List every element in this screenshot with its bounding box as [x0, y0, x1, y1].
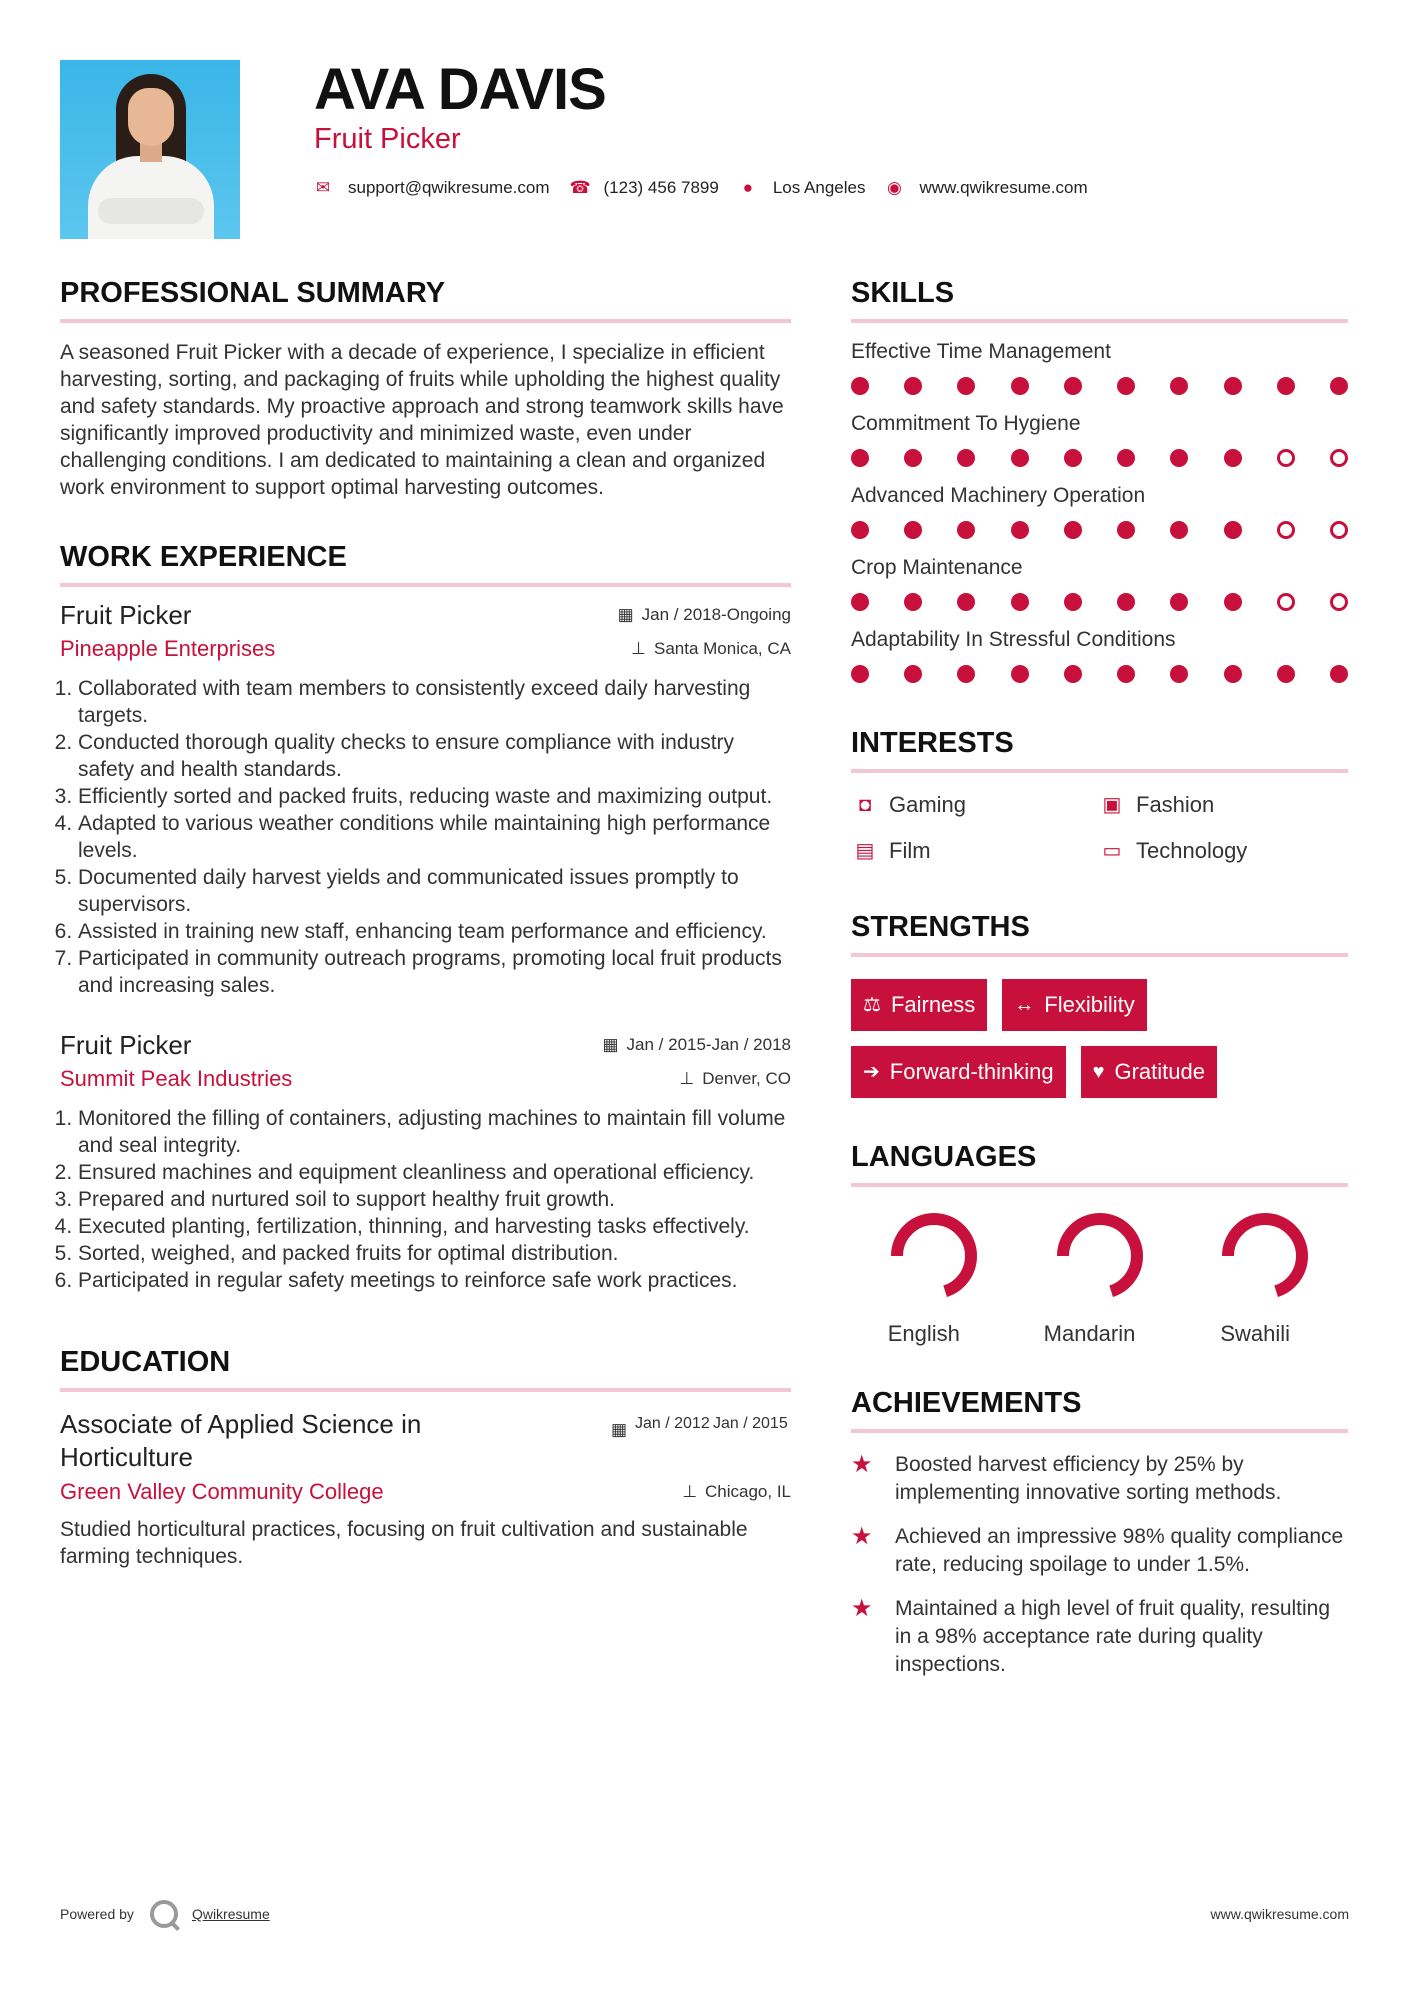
- calendar-icon: ▦: [602, 1035, 619, 1054]
- rating-dot-filled: [851, 521, 869, 539]
- rating-dot-filled: [1064, 665, 1082, 683]
- language-item: [1182, 1211, 1348, 1347]
- rating-dot-filled: [1170, 521, 1188, 539]
- film-icon: ▤: [855, 840, 875, 862]
- rating-dot-empty: [1330, 449, 1348, 467]
- languages-list: [851, 1211, 1348, 1347]
- rating-dot-filled: [851, 377, 869, 395]
- skill-item: [851, 627, 1348, 683]
- rating-dot-filled: [904, 521, 922, 539]
- skill-rating: [851, 521, 1348, 539]
- skills-heading: SKILLS: [851, 275, 1348, 323]
- rating-dot-filled: [1277, 377, 1295, 395]
- strength-tag: ➔ Forward-thinking: [851, 1046, 1066, 1098]
- interest-item: ▣ Fashion: [1098, 791, 1348, 819]
- skill-name: Crop Maintenance: [851, 556, 1023, 579]
- contact-email[interactable]: ✉ support@qwikresume.com: [315, 178, 550, 197]
- candidate-name: AVA DAVIS: [314, 57, 606, 122]
- star-icon: ★: [851, 1451, 873, 1478]
- contact-website[interactable]: ◉ www.qwikresume.com: [887, 178, 1088, 197]
- rating-dot-filled: [1224, 449, 1242, 467]
- footer-website[interactable]: www.qwikresume.com: [1210, 1906, 1349, 1922]
- footer-branding: [60, 1900, 270, 1928]
- rating-dot-filled: [957, 449, 975, 467]
- qwikresume-logo-icon: [150, 1900, 178, 1928]
- rating-dot-filled: [1170, 377, 1188, 395]
- language-item: [851, 1211, 1017, 1347]
- rating-dot-filled: [1330, 665, 1348, 683]
- contact-bar: [314, 178, 1108, 198]
- list-item: 3. Efficiently sorted and packed fruits, reducing waste and maximizing output.: [78, 783, 791, 810]
- achievement-item: ★ Maintained a high level of fruit quality, resulting in a 98% acceptance rate during quality inspections.: [851, 1595, 1348, 1679]
- school-name: Green Valley Community College: [60, 1479, 384, 1504]
- skill-rating: [851, 665, 1348, 683]
- education-heading: EDUCATION: [60, 1344, 791, 1392]
- skill-rating: [851, 449, 1348, 467]
- strengths-list: [851, 979, 1348, 1113]
- job-location: ⊥ Santa Monica, CA: [631, 639, 791, 658]
- skill-item: [851, 555, 1348, 611]
- heart-icon: ♥: [1092, 1061, 1105, 1083]
- strength-tag: ⚖ Fairness: [851, 979, 987, 1031]
- list-item: 7. Participated in community outreach programs, promoting local fruit products and increasing sales.: [78, 945, 791, 999]
- summary-text: A seasoned Fruit Picker with a decade of experience, I specialize in efficient harvesting, sorting, and packaging of fruits while upholding the highest quality and safety standards. My proactive approach and strong teamwork skills have significantly improved productivity and minimized waste, even under challenging conditions. I am dedicated to maintaining a clean and organized work environment to support optimal harvesting outcomes.: [60, 341, 784, 499]
- job-dates: ▦ Jan / 2018-Ongoing: [617, 605, 791, 624]
- skill-rating: [851, 377, 1348, 395]
- education-location: ⊥ Chicago, IL: [682, 1482, 791, 1501]
- company-name: Summit Peak Industries: [60, 1066, 293, 1091]
- rating-dot-filled: [957, 521, 975, 539]
- rating-dot-filled: [1011, 521, 1029, 539]
- rating-dot-filled: [904, 377, 922, 395]
- summary-heading: PROFESSIONAL SUMMARY: [60, 275, 791, 323]
- candidate-role: Fruit Picker: [314, 123, 461, 155]
- rating-dot-filled: [1117, 521, 1135, 539]
- rating-dot-filled: [1224, 521, 1242, 539]
- strengths-heading: STRENGTHS: [851, 909, 1348, 957]
- skill-rating: [851, 593, 1348, 611]
- rating-dot-filled: [957, 377, 975, 395]
- right-column: [851, 275, 1348, 1679]
- job-title: Fruit Picker: [60, 600, 192, 630]
- list-item: 6. Participated in regular safety meetings to reinforce safe work practices.: [78, 1267, 791, 1294]
- calendar-icon: ▦: [617, 605, 634, 624]
- contact-location: ● Los Angeles: [739, 178, 866, 198]
- interest-item: ◘ Gaming: [851, 791, 1098, 819]
- education-description: Studied horticultural practices, focusing on fruit cultivation and sustainable farming techniques.: [60, 1518, 748, 1568]
- skill-name: Advanced Machinery Operation: [851, 484, 1146, 507]
- rating-dot-filled: [1117, 665, 1135, 683]
- rating-dot-filled: [1170, 665, 1188, 683]
- rating-dot-filled: [851, 593, 869, 611]
- list-item: 2. Ensured machines and equipment cleanliness and operational efficiency.: [78, 1159, 791, 1186]
- interest-item: ▤ Film: [851, 837, 1098, 865]
- achievement-item: ★ Achieved an impressive 98% quality compliance rate, reducing spoilage to under 1.5%.: [851, 1523, 1348, 1579]
- rating-dot-filled: [1117, 449, 1135, 467]
- rating-dot-filled: [1224, 593, 1242, 611]
- list-item: 2. Conducted thorough quality checks to ensure compliance with industry safety and health standards.: [78, 729, 791, 783]
- skill-name: Effective Time Management: [851, 340, 1111, 363]
- achievements-heading: ACHIEVEMENTS: [851, 1385, 1348, 1433]
- list-item: 5. Sorted, weighed, and packed fruits for optimal distribution.: [78, 1240, 791, 1267]
- company-name: Pineapple Enterprises: [60, 636, 276, 661]
- language-name: Swahili: [1220, 1321, 1291, 1346]
- job-entry: [60, 1029, 791, 1294]
- job-duties: [60, 675, 791, 999]
- skill-item: [851, 483, 1348, 539]
- job-dates: ▦ Jan / 2015-Jan / 2018: [602, 1035, 791, 1054]
- interest-item: ▭ Technology: [1098, 837, 1348, 865]
- list-item: 6. Assisted in training new staff, enhancing team performance and efficiency.: [78, 918, 791, 945]
- rating-dot-filled: [1011, 665, 1029, 683]
- skill-item: [851, 411, 1348, 467]
- strength-tag: ↔ Flexibility: [1002, 979, 1146, 1031]
- arrows-horizontal-icon: ↔: [1014, 994, 1035, 1016]
- language-item: [1017, 1211, 1183, 1347]
- envelope-icon: ✉: [315, 178, 331, 197]
- rating-dot-filled: [1064, 521, 1082, 539]
- rating-dot-filled: [1064, 449, 1082, 467]
- list-item: 5. Documented daily harvest yields and communicated issues promptly to supervisors.: [78, 864, 791, 918]
- calendar-icon: ▦: [610, 1420, 627, 1439]
- phone-icon: ☎: [569, 178, 591, 197]
- map-marker-icon: ●: [742, 178, 753, 197]
- rating-dot-filled: [1011, 449, 1029, 467]
- rating-dot-filled: [1064, 377, 1082, 395]
- rating-dot-empty: [1277, 593, 1295, 611]
- rating-dot-filled: [957, 665, 975, 683]
- rating-dot-filled: [957, 593, 975, 611]
- interests-list: [851, 791, 1348, 865]
- rating-dot-empty: [1277, 449, 1295, 467]
- shopping-bag-icon: ▣: [1102, 794, 1122, 816]
- education-start: Jan / 2012: [635, 1415, 710, 1432]
- skills-list: [851, 339, 1348, 683]
- list-item: 3. Prepared and nurtured soil to support healthy fruit growth.: [78, 1186, 791, 1213]
- list-item: 1. Monitored the filling of containers, adjusting machines to maintain fill volume and seal integrity.: [78, 1105, 791, 1159]
- laptop-icon: ▭: [1102, 840, 1122, 862]
- rating-dot-filled: [1117, 377, 1135, 395]
- education-dates: [611, 1414, 791, 1439]
- rating-dot-empty: [1277, 521, 1295, 539]
- rating-dot-filled: [1064, 593, 1082, 611]
- rating-dot-filled: [1224, 377, 1242, 395]
- rating-dot-empty: [1330, 593, 1348, 611]
- list-item: 1. Collaborated with team members to consistently exceed daily harvesting targets.: [78, 675, 791, 729]
- language-level-ring: [1055, 1211, 1145, 1301]
- pushpin-icon: ⊥: [631, 639, 646, 658]
- languages-heading: LANGUAGES: [851, 1139, 1348, 1187]
- rating-dot-filled: [1170, 593, 1188, 611]
- pushpin-icon: ⊥: [682, 1482, 697, 1501]
- rating-dot-filled: [1170, 449, 1188, 467]
- rating-dot-filled: [1277, 665, 1295, 683]
- job-entry: [60, 599, 791, 999]
- contact-phone[interactable]: ☎ (123) 456 7899: [569, 178, 719, 197]
- achievement-item: ★ Boosted harvest efficiency by 25% by implementing innovative sorting methods.: [851, 1451, 1348, 1507]
- job-location: ⊥ Denver, CO: [679, 1069, 791, 1088]
- degree-title: Associate of Applied Science in Horticulture: [60, 1409, 422, 1472]
- rating-dot-filled: [1224, 665, 1242, 683]
- job-title: Fruit Picker: [60, 1030, 192, 1060]
- gamepad-icon: ◘: [858, 794, 872, 816]
- rating-dot-filled: [1011, 377, 1029, 395]
- rating-dot-filled: [1330, 377, 1348, 395]
- language-name: English: [887, 1321, 960, 1346]
- job-duties: [60, 1105, 791, 1294]
- education-end: Jan / 2015: [713, 1415, 788, 1432]
- rating-dot-filled: [904, 665, 922, 683]
- rating-dot-filled: [1011, 593, 1029, 611]
- list-item: 4. Adapted to various weather conditions while maintaining high performance levels.: [78, 810, 791, 864]
- rating-dot-empty: [1330, 521, 1348, 539]
- left-column: [60, 275, 791, 1570]
- skill-item: [851, 339, 1348, 395]
- balance-scale-icon: ⚖: [863, 994, 881, 1016]
- profile-photo: [60, 60, 240, 239]
- rating-dot-filled: [851, 449, 869, 467]
- powered-by-label: Powered by: [60, 1906, 134, 1922]
- language-level-ring: [889, 1211, 979, 1301]
- list-item: 4. Executed planting, fertilization, thinning, and harvesting tasks effectively.: [78, 1213, 791, 1240]
- star-icon: ★: [851, 1523, 873, 1550]
- interests-heading: INTERESTS: [851, 725, 1348, 773]
- star-icon: ★: [851, 1595, 873, 1622]
- strength-tag: ♥ Gratitude: [1081, 1046, 1217, 1098]
- experience-heading: WORK EXPERIENCE: [60, 539, 791, 587]
- pushpin-icon: ⊥: [679, 1069, 695, 1088]
- rating-dot-filled: [851, 665, 869, 683]
- arrow-right-icon: ➔: [863, 1061, 880, 1083]
- skill-name: Adaptability In Stressful Conditions: [851, 628, 1176, 651]
- globe-icon: ◉: [887, 178, 902, 197]
- rating-dot-filled: [1117, 593, 1135, 611]
- language-name: Mandarin: [1043, 1321, 1136, 1346]
- language-level-ring: [1220, 1211, 1310, 1301]
- rating-dot-filled: [904, 449, 922, 467]
- rating-dot-filled: [904, 593, 922, 611]
- qwikresume-link[interactable]: Qwikresume: [191, 1906, 270, 1922]
- skill-name: Commitment To Hygiene: [851, 412, 1081, 435]
